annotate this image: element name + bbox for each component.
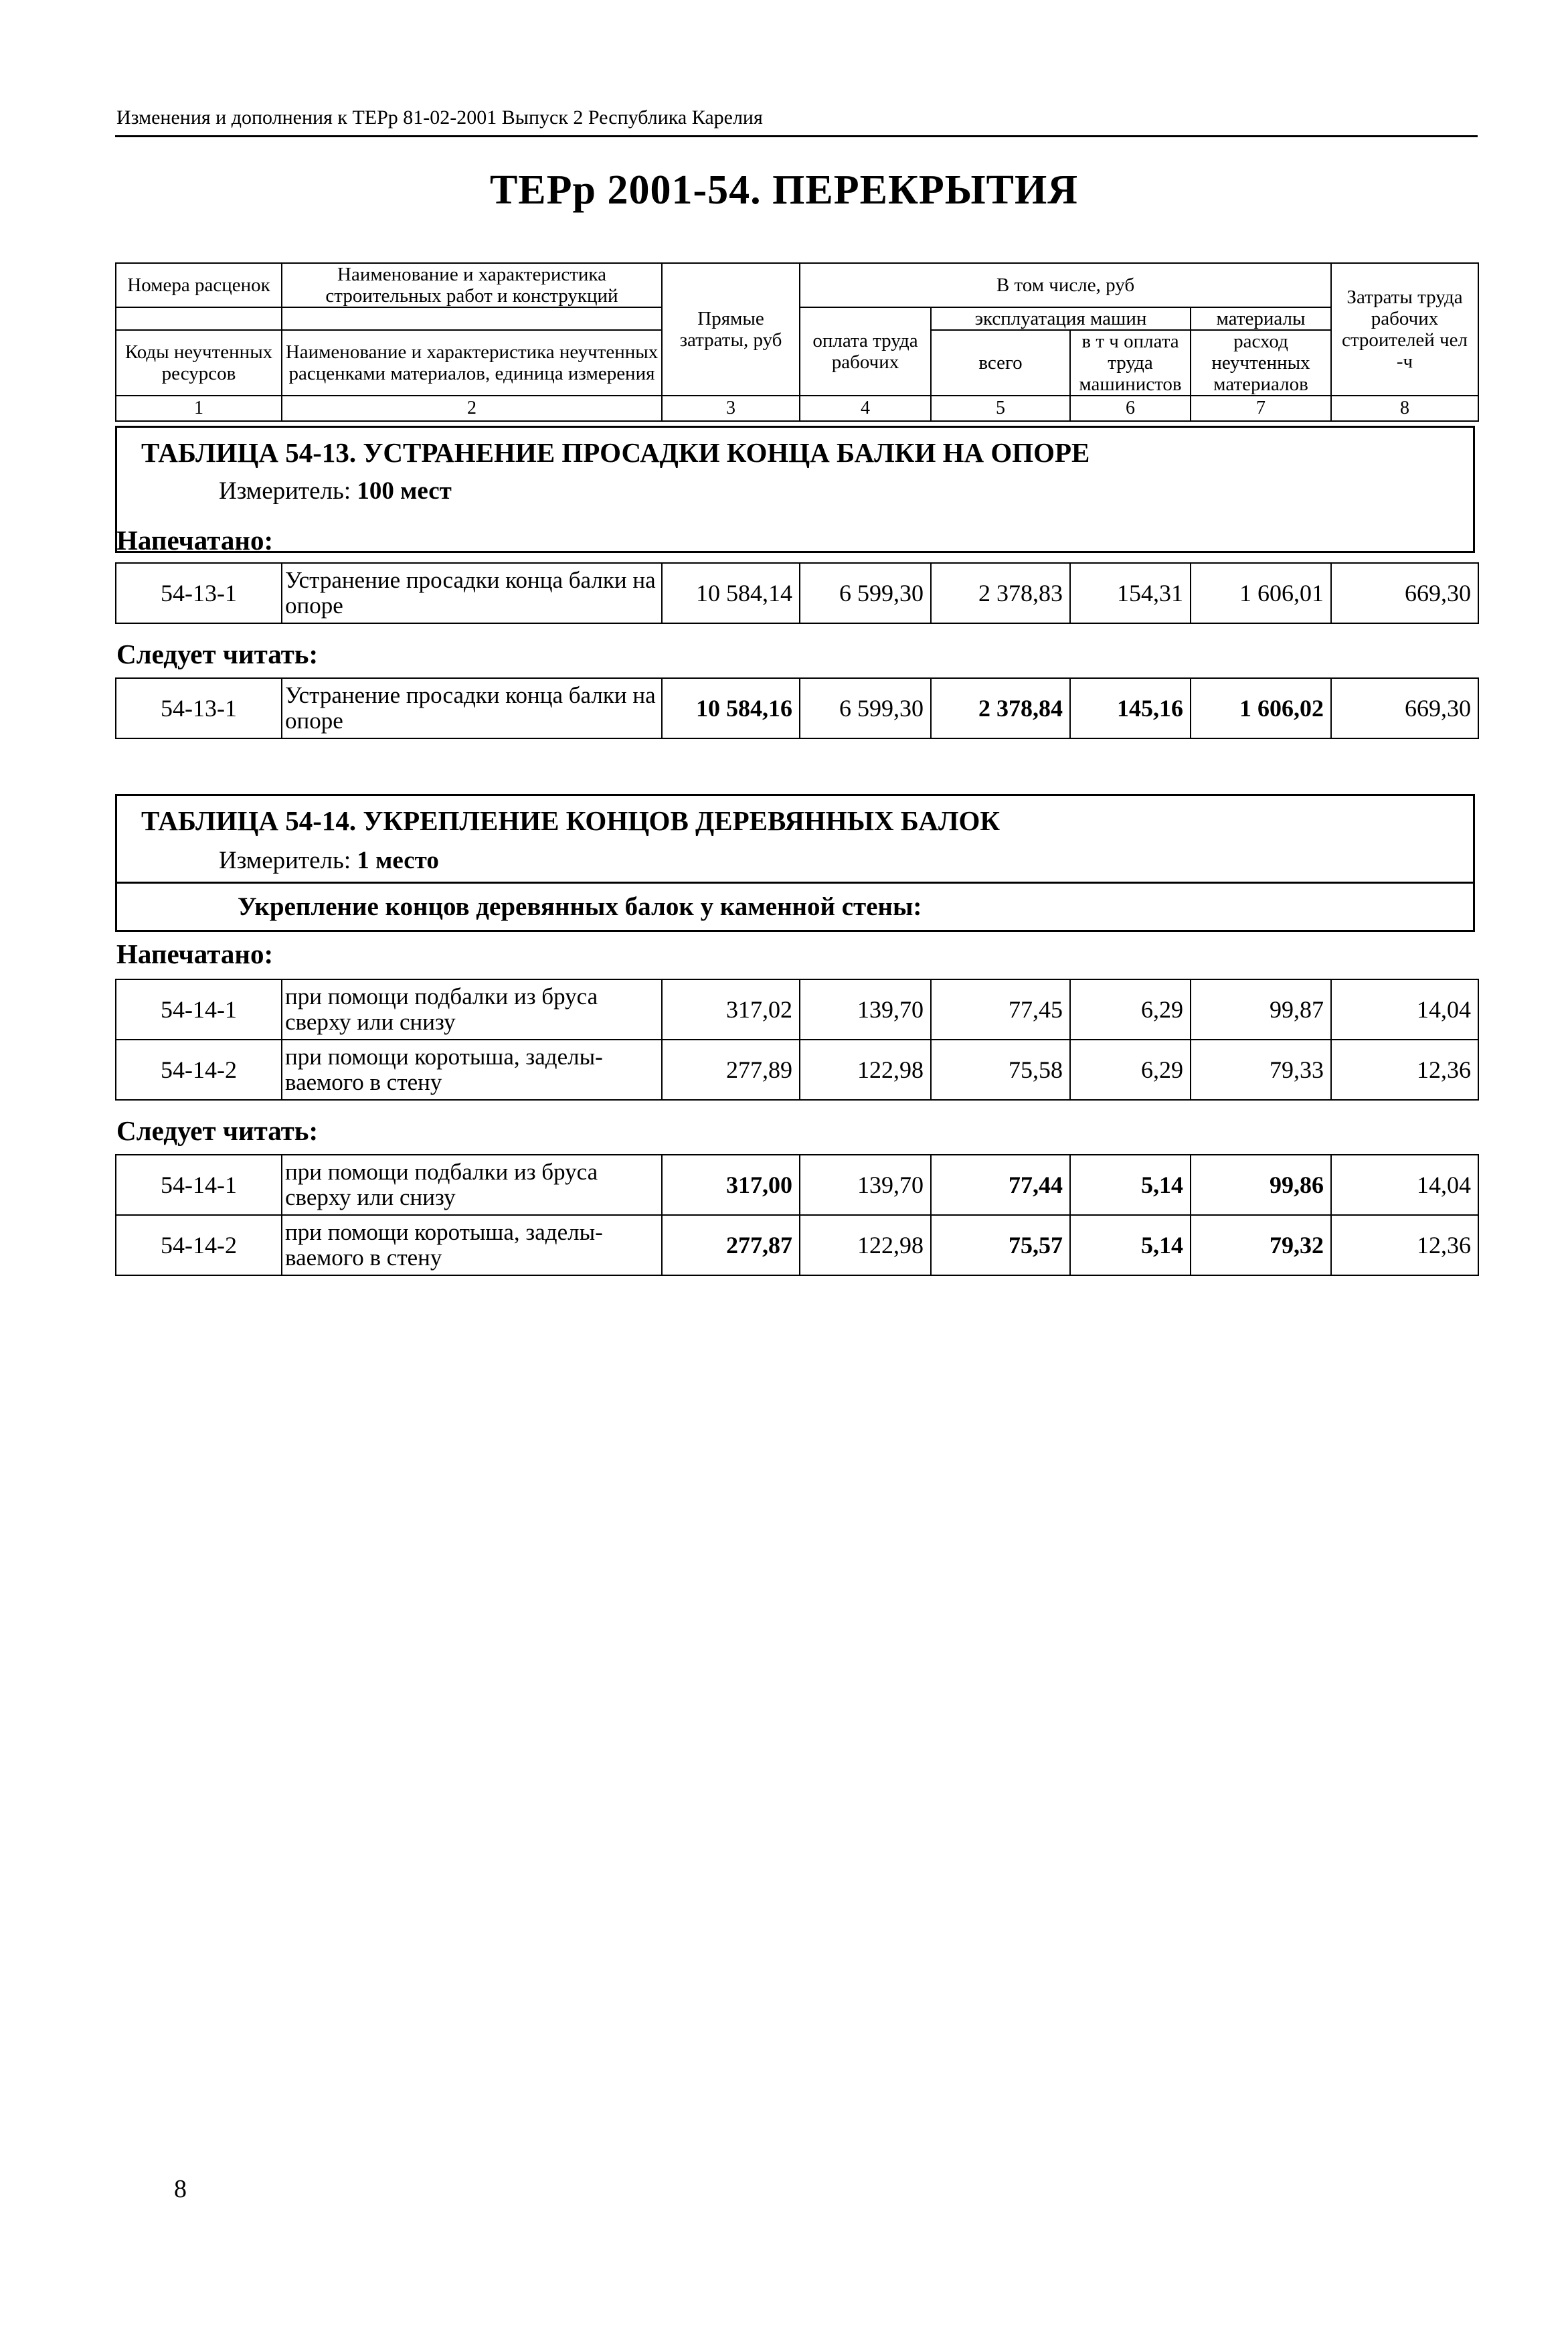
row-operators: 6,29 (1070, 979, 1191, 1040)
column-number: 6 (1070, 396, 1191, 421)
row-operators: 5,14 (1070, 1215, 1191, 1275)
header-col1-top: Номера расценок (116, 263, 282, 307)
column-number: 7 (1191, 396, 1331, 421)
should-read-label: Следует читать: (116, 1115, 319, 1146)
row-code: 54-13-1 (116, 563, 282, 623)
header-machines-total: всего (931, 330, 1070, 396)
row-hours: 14,04 (1331, 1155, 1478, 1215)
table-row (116, 678, 1478, 738)
table-54-13-meter (219, 476, 452, 507)
row-code: 54-14-2 (116, 1215, 282, 1275)
table-row (116, 1215, 1478, 1275)
page-title: ТЕРр 2001-54. ПЕРЕКРЫТИЯ (489, 167, 1079, 213)
printed-label: Напечатано: (116, 525, 274, 556)
column-number: 5 (931, 396, 1070, 421)
table-54-13-section (115, 426, 1475, 553)
table-54-14-meter (219, 845, 439, 876)
table-54-14-section (115, 794, 1475, 932)
row-code: 54-14-2 (116, 1040, 282, 1100)
row-labor: 139,70 (800, 1155, 931, 1215)
row-name: при помощи коротыша, заделы-ваемого в стену (282, 1040, 662, 1100)
column-number: 2 (282, 396, 662, 421)
header-operators-pay: в т ч оплата труда машинистов (1070, 330, 1191, 396)
header-in-total: В том числе, руб (800, 263, 1331, 307)
table-54-14-should-read (115, 1154, 1479, 1276)
row-materials: 1 606,01 (1191, 563, 1331, 623)
table-row (116, 1155, 1478, 1215)
header-col2-top-cont (282, 307, 662, 330)
row-direct: 10 584,16 (662, 678, 800, 738)
header-rule (115, 135, 1478, 137)
row-labor: 139,70 (800, 979, 931, 1040)
row-materials: 99,86 (1191, 1155, 1331, 1215)
row-direct: 317,02 (662, 979, 800, 1040)
row-hours: 669,30 (1331, 563, 1478, 623)
row-direct: 277,89 (662, 1040, 800, 1100)
row-machines: 75,57 (931, 1215, 1070, 1275)
row-materials: 99,87 (1191, 979, 1331, 1040)
header-col1-top-cont (116, 307, 282, 330)
header-labor-hours: Затраты труда рабочих строителей чел -ч (1331, 263, 1478, 396)
row-code: 54-13-1 (116, 678, 282, 738)
row-hours: 14,04 (1331, 979, 1478, 1040)
table-54-13-title: ТАБЛИЦА 54-13. УСТРАНЕНИЕ ПРОСАДКИ КОНЦА БАЛКИ НА ОПОРЕ (141, 437, 1090, 468)
row-machines: 75,58 (931, 1040, 1070, 1100)
column-number: 3 (662, 396, 800, 421)
table-54-13-printed (115, 562, 1479, 624)
row-name: Устранение просадки конца балки на опоре (282, 678, 662, 738)
table-54-14-printed (115, 979, 1479, 1101)
row-labor: 122,98 (800, 1040, 931, 1100)
row-name: при помощи подбалки из бруса сверху или снизу (282, 1155, 662, 1215)
meter-label: Измеритель: (219, 477, 351, 505)
row-machines: 77,44 (931, 1155, 1070, 1215)
running-header: Изменения и дополнения к ТЕРр 81-02-2001 Выпуск 2 Республика Карелия (116, 106, 763, 129)
row-operators: 6,29 (1070, 1040, 1191, 1100)
row-direct: 10 584,14 (662, 563, 800, 623)
table-row (116, 563, 1478, 623)
row-labor: 122,98 (800, 1215, 931, 1275)
header-unaccounted-materials: расход неучтенных материалов (1191, 330, 1331, 396)
row-code: 54-14-1 (116, 1155, 282, 1215)
row-labor: 6 599,30 (800, 678, 931, 738)
row-machines: 2 378,84 (931, 678, 1070, 738)
row-materials: 79,32 (1191, 1215, 1331, 1275)
row-operators: 145,16 (1070, 678, 1191, 738)
table-54-13-should-read (115, 677, 1479, 739)
header-machines: эксплуатация машин (931, 307, 1191, 330)
meter-value: 1 место (357, 847, 439, 874)
header-col2-top: Наименование и характеристика строительных работ и конструкций (282, 263, 662, 307)
row-labor: 6 599,30 (800, 563, 931, 623)
printed-label: Напечатано: (116, 939, 274, 969)
row-direct: 277,87 (662, 1215, 800, 1275)
row-hours: 12,36 (1331, 1215, 1478, 1275)
column-number: 8 (1331, 396, 1478, 421)
table-row (116, 979, 1478, 1040)
page-number: 8 (174, 2175, 187, 2203)
row-name: при помощи подбалки из бруса сверху или снизу (282, 979, 662, 1040)
header-materials: материалы (1191, 307, 1331, 330)
meter-label: Измеритель: (219, 847, 351, 874)
column-number: 4 (800, 396, 931, 421)
row-name: при помощи коротыша, заделы-ваемого в стену (282, 1215, 662, 1275)
row-code: 54-14-1 (116, 979, 282, 1040)
should-read-label: Следует читать: (116, 639, 319, 669)
header-col1-bottom: Коды неучтенных ресурсов (116, 330, 282, 396)
row-direct: 317,00 (662, 1155, 800, 1215)
row-operators: 154,31 (1070, 563, 1191, 623)
row-name: Устранение просадки конца балки на опоре (282, 563, 662, 623)
row-machines: 77,45 (931, 979, 1070, 1040)
row-hours: 12,36 (1331, 1040, 1478, 1100)
table-row (116, 1040, 1478, 1100)
row-machines: 2 378,83 (931, 563, 1070, 623)
row-operators: 5,14 (1070, 1155, 1191, 1215)
row-hours: 669,30 (1331, 678, 1478, 738)
header-labor-pay: оплата труда рабочих (800, 307, 931, 396)
table-54-14-title: ТАБЛИЦА 54-14. УКРЕПЛЕНИЕ КОНЦОВ ДЕРЕВЯННЫХ БАЛОК (141, 805, 1000, 836)
row-materials: 1 606,02 (1191, 678, 1331, 738)
section-divider (117, 882, 1473, 884)
header-direct-costs: Прямые затраты, руб (662, 263, 800, 396)
header-col2-bottom: Наименование и характеристика неучтенных расценками материалов, единица измерения (282, 330, 662, 396)
row-materials: 79,33 (1191, 1040, 1331, 1100)
meter-value: 100 мест (357, 477, 452, 505)
column-number: 1 (116, 396, 282, 421)
column-header-table (115, 262, 1479, 422)
table-54-14-subtitle: Укрепление концов деревянных балок у каменной стены: (238, 892, 922, 921)
